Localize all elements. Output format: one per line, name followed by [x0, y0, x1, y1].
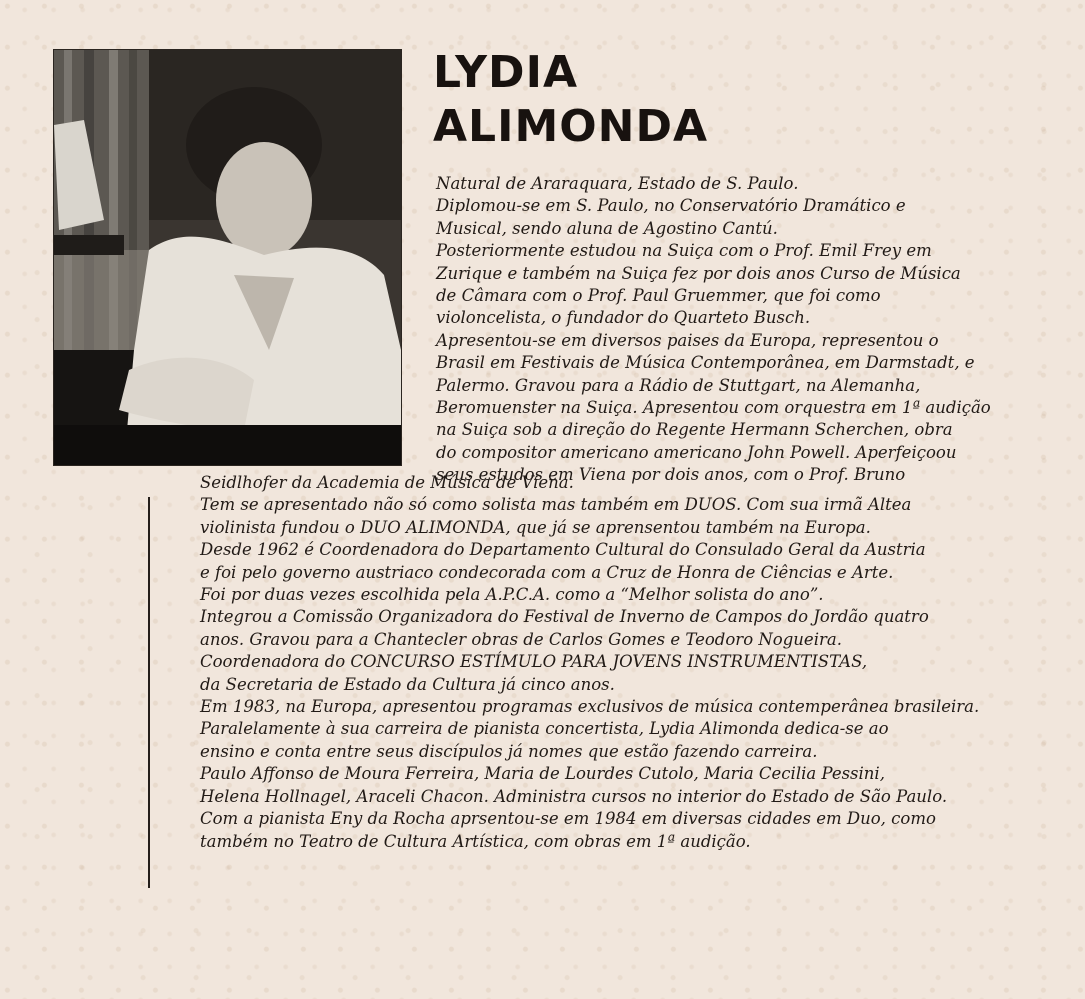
text-line: Integrou a Comissão Organizadora do Festival de Inverno de Campos do Jordão quatro: [200, 607, 929, 627]
text-line: Helena Hollnagel, Araceli Chacon. Administra cursos no interior do Estado de São Paulo.: [200, 786, 948, 806]
title-last-name: ALIMONDA: [433, 101, 709, 152]
text-line: Posteriormente estudou na Suiça com o Prof. Emil Frey em: [436, 241, 932, 261]
text-line: Beromuenster na Suiça. Apresentou com orquestra em 1ª audição: [436, 398, 991, 418]
page-title: [433, 46, 708, 154]
text-line: anos. Gravou para a Chantecler obras de Carlos Gomes e Teodoro Nogueira.: [200, 629, 842, 649]
text-line: do compositor americano americano John Powell. Aperfeiçoou: [436, 442, 957, 462]
text-line: ensino e conta entre seus discípulos já nomes que estão fazendo carreira.: [200, 741, 818, 761]
text-line: Apresentou-se em diversos paises da Europa, representou o: [436, 330, 939, 350]
text-line: na Suiça sob a direção do Regente Hermann Scherchen, obra: [436, 420, 953, 440]
text-line: Natural de Araraquara, Estado de S. Paulo.: [436, 174, 799, 193]
photo-curtain-pattern: [54, 250, 149, 350]
text-line: Tem se apresentado não só como solista mas também em DUOS. Com sua irmã Altea: [200, 495, 912, 515]
body-paragraph: [200, 472, 979, 853]
text-line: violoncelista, o fundador do Quarteto Busch.: [436, 308, 811, 328]
text-line: Brasil em Festivais de Música Contemporânea, em Darmstadt, e: [436, 353, 975, 373]
text-line: Seidlhofer da Academia de Música de Viena.: [200, 473, 574, 492]
photo-face: [216, 142, 312, 258]
text-line: Musical, sendo aluna de Agostino Cantú.: [436, 218, 778, 238]
text-line: de Câmara com o Prof. Paul Gruemmer, que foi como: [436, 286, 881, 306]
text-line: também no Teatro de Cultura Artística, com obras em 1ª audição.: [200, 831, 751, 851]
text-line: Paralelamente à sua carreira de pianista concertista, Lydia Alimonda dedica-se ao: [200, 719, 889, 739]
vertical-rule: [148, 497, 150, 888]
text-line: Zurique e também na Suiça fez por dois anos Curso de Música: [436, 263, 961, 283]
text-line: e foi pelo governo austriaco condecorada com a Cruz de Honra de Ciências e Arte.: [200, 562, 894, 582]
text-line: Palermo. Gravou para a Rádio de Stuttgart, na Alemanha,: [436, 375, 921, 395]
text-line: Diplomou-se em S. Paulo, no Conservatório Dramático e: [436, 196, 906, 216]
text-line: Em 1983, na Europa, apresentou programas exclusivos de música contemperânea brasileira.: [200, 697, 980, 717]
intro-paragraph: [436, 173, 991, 487]
text-line: Coordenadora do CONCURSO ESTÍMULO PARA JOVENS INSTRUMENTISTAS,: [200, 652, 868, 672]
text-line: Foi por duas vezes escolhida pela A.P.C.A. como a “Melhor solista do ano”.: [200, 585, 824, 605]
photo-piano-lid: [54, 235, 124, 255]
text-line: Com a pianista Eny da Rocha aprsentou-se em 1984 em diversas cidades em Duo, como: [200, 809, 936, 829]
photo-keyboard: [54, 425, 401, 465]
title-first-name: LYDIA: [433, 47, 578, 98]
portrait-photo: [53, 49, 402, 466]
text-line: violinista fundou o DUO ALIMONDA, que já se aprensentou também na Europa.: [200, 517, 871, 537]
text-line: Paulo Affonso de Moura Ferreira, Maria de Lourdes Cutolo, Maria Cecilia Pessini,: [200, 764, 885, 784]
text-line: Desde 1962 é Coordenadora do Departamento Cultural do Consulado Geral da Austria: [200, 540, 926, 560]
text-line: seus estudos em Viena por dois anos, com o Prof. Bruno: [436, 465, 906, 485]
text-line: da Secretaria de Estado da Cultura já cinco anos.: [200, 674, 615, 694]
